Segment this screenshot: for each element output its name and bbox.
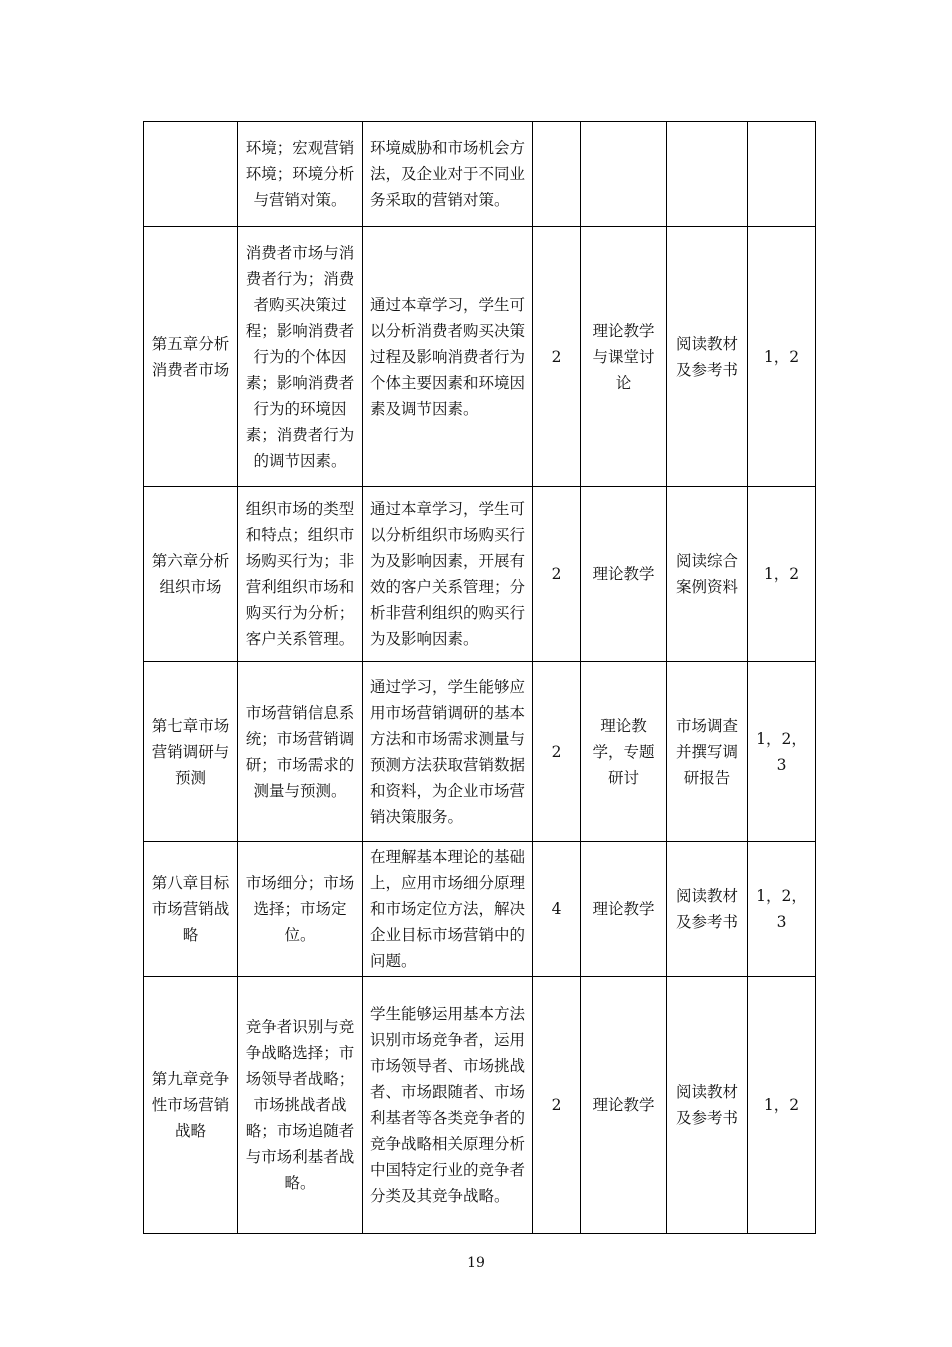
objective-cell: 通过本章学习，学生可以分析组织市场购买行为及影响因素，开展有效的客户关系管理；分析非营利组织的购买行为及影响因素。 <box>363 487 533 662</box>
homework-cell: 阅读教材及参考书 <box>667 227 748 487</box>
homework-cell: 市场调查并撰写调研报告 <box>667 662 748 842</box>
table-row <box>144 977 816 1234</box>
support-cell: 1，2，3 <box>748 662 816 842</box>
table-row <box>144 487 816 662</box>
method-cell: 理论教学 <box>581 842 667 977</box>
hours-cell: 2 <box>533 977 581 1234</box>
hours-cell: 2 <box>533 662 581 842</box>
hours-cell: 2 <box>533 487 581 662</box>
support-cell: 1，2 <box>748 977 816 1234</box>
content-cell: 环境；宏观营销环境；环境分析与营销对策。 <box>238 122 363 227</box>
chapter-cell: 第六章分析组织市场 <box>144 487 238 662</box>
content-cell: 组织市场的类型和特点；组织市场购买行为；非营利组织市场和购买行为分析；客户关系管理。 <box>238 487 363 662</box>
objective-cell: 在理解基本理论的基础上，应用市场细分原理和市场定位方法，解决企业目标市场营销中的问题。 <box>363 842 533 977</box>
chapter-cell: 第五章分析消费者市场 <box>144 227 238 487</box>
content-cell: 消费者市场与消费者行为；消费者购买决策过程；影响消费者行为的个体因素；影响消费者行为的环境因素；消费者行为的调节因素。 <box>238 227 363 487</box>
chapter-cell: 第七章市场营销调研与预测 <box>144 662 238 842</box>
table-row <box>144 662 816 842</box>
hours-cell <box>533 122 581 227</box>
content-cell: 市场细分；市场选择；市场定位。 <box>238 842 363 977</box>
homework-cell: 阅读教材及参考书 <box>667 977 748 1234</box>
objective-cell: 环境威胁和市场机会方法，及企业对于不同业务采取的营销对策。 <box>363 122 533 227</box>
course-table <box>143 121 816 1234</box>
method-cell: 理论教学与课堂讨论 <box>581 227 667 487</box>
table-row <box>144 122 816 227</box>
method-cell: 理论教学，专题研讨 <box>581 662 667 842</box>
hours-cell: 2 <box>533 227 581 487</box>
chapter-cell: 第八章目标市场营销战略 <box>144 842 238 977</box>
content-cell: 市场营销信息系统；市场营销调研；市场需求的测量与预测。 <box>238 662 363 842</box>
homework-cell: 阅读综合案例资料 <box>667 487 748 662</box>
chapter-cell: 第九章竞争性市场营销战略 <box>144 977 238 1234</box>
support-cell: 1，2，3 <box>748 842 816 977</box>
homework-cell <box>667 122 748 227</box>
support-cell: 1，2 <box>748 227 816 487</box>
objective-cell: 通过学习，学生能够应用市场营销调研的基本方法和市场需求测量与预测方法获取营销数据和资料，为企业市场营销决策服务。 <box>363 662 533 842</box>
method-cell: 理论教学 <box>581 487 667 662</box>
hours-cell: 4 <box>533 842 581 977</box>
content-cell: 竞争者识别与竞争战略选择；市场领导者战略；市场挑战者战略；市场追随者与市场利基者战略。 <box>238 977 363 1234</box>
chapter-cell <box>144 122 238 227</box>
support-cell: 1，2 <box>748 487 816 662</box>
method-cell <box>581 122 667 227</box>
objective-cell: 通过本章学习，学生可以分析消费者购买决策过程及影响消费者行为个体主要因素和环境因素及调节因素。 <box>363 227 533 487</box>
objective-cell: 学生能够运用基本方法识别市场竞争者，运用市场领导者、市场挑战者、市场跟随者、市场利基者等各类竞争者的竞争战略相关原理分析中国特定行业的竞争者分类及其竞争战略。 <box>363 977 533 1234</box>
table-row <box>144 842 816 977</box>
support-cell <box>748 122 816 227</box>
page-number: 19 <box>467 1255 485 1271</box>
table-row <box>144 227 816 487</box>
method-cell: 理论教学 <box>581 977 667 1234</box>
homework-cell: 阅读教材及参考书 <box>667 842 748 977</box>
